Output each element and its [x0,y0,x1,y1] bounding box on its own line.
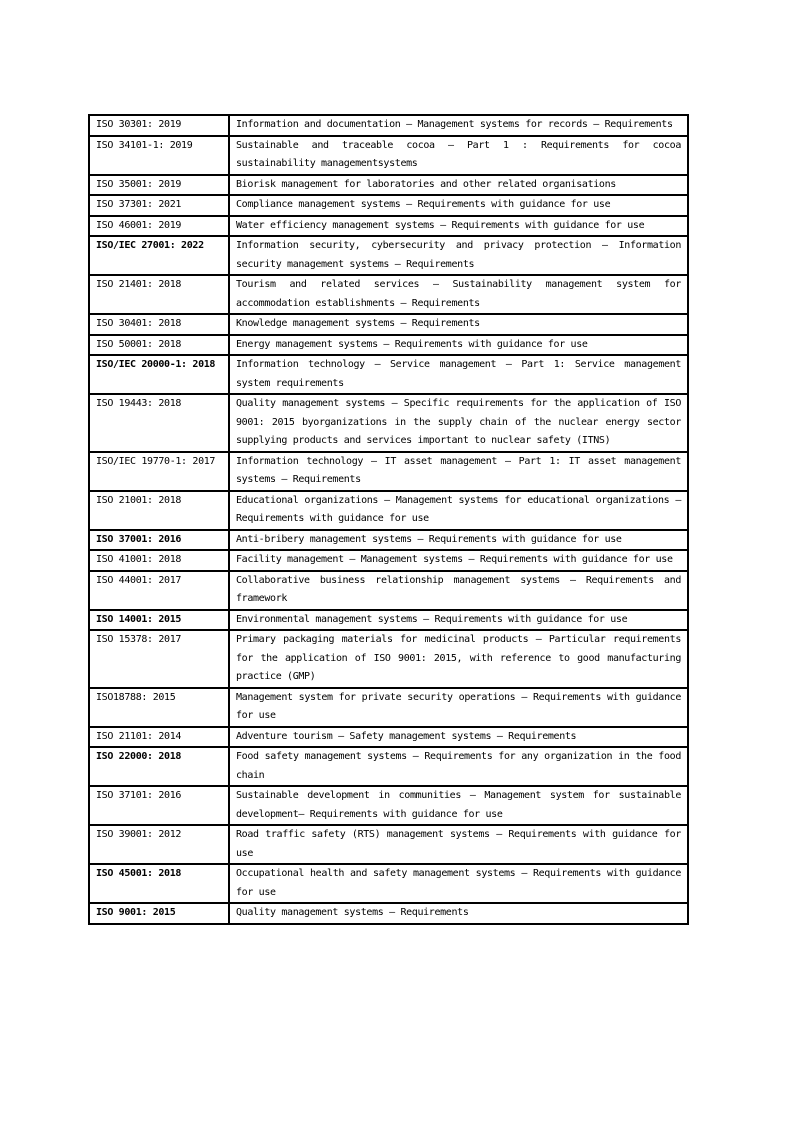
description-cell: Road traffic safety (RTS) management systems — Requirements with guidance for use [229,825,688,864]
table-row [89,195,688,216]
description-cell: Environmental management systems — Requirements with guidance for use [229,610,688,631]
standard-cell: ISO/IEC 19770-1: 2017 [89,452,229,491]
description-cell: Adventure tourism — Safety management systems — Requirements [229,727,688,748]
table-row [89,786,688,825]
description-cell: Quality management systems — Specific requirements for the application of ISO 9001: 2015 byorganizations in the supply chain of the nuclear energy sector supplying products and services important to nuclear safety (ITNS) [229,394,688,452]
standard-cell: ISO 21001: 2018 [89,491,229,530]
description-cell: Occupational health and safety management systems — Requirements with guidance for use [229,864,688,903]
standard-cell: ISO/IEC 27001: 2022 [89,236,229,275]
standard-cell: ISO 37001: 2016 [89,530,229,551]
description-cell: Biorisk management for laboratories and other related organisations [229,175,688,196]
standard-cell: ISO 21101: 2014 [89,727,229,748]
table-row [89,550,688,571]
table-row [89,452,688,491]
standard-cell: ISO 35001: 2019 [89,175,229,196]
description-cell: Water efficiency management systems — Requirements with guidance for use [229,216,688,237]
standard-cell: ISO/IEC 20000-1: 2018 [89,355,229,394]
table-row [89,175,688,196]
description-cell: Management system for private security operations — Requirements with guidance for use [229,688,688,727]
table-row [89,530,688,551]
description-cell: Information and documentation — Management systems for records — Requirements [229,115,688,136]
description-cell: Primary packaging materials for medicinal products — Particular requirements for the application of ISO 9001: 2015, with reference to good manufacturing practice (GMP) [229,630,688,688]
description-cell: Information security, cybersecurity and privacy protection — Information security management systems — Requirements [229,236,688,275]
table-row [89,630,688,688]
description-cell: Energy management systems — Requirements with guidance for use [229,335,688,356]
description-cell: Sustainable development in communities — Management system for sustainable development— Requirements with guidance for use [229,786,688,825]
table-row [89,688,688,727]
standard-cell: ISO 19443: 2018 [89,394,229,452]
table-row [89,314,688,335]
standard-cell: ISO 21401: 2018 [89,275,229,314]
standard-cell: ISO 50001: 2018 [89,335,229,356]
table-row [89,491,688,530]
standard-cell: ISO 45001: 2018 [89,864,229,903]
standard-cell: ISO 30401: 2018 [89,314,229,335]
description-cell: Sustainable and traceable cocoa — Part 1 : Requirements for cocoa sustainability managementsystems [229,136,688,175]
standard-cell: ISO 14001: 2015 [89,610,229,631]
standard-cell: ISO 44001: 2017 [89,571,229,610]
standard-cell: ISO 46001: 2019 [89,216,229,237]
standard-cell: ISO 37101: 2016 [89,786,229,825]
table-row [89,236,688,275]
table-row [89,394,688,452]
table-row [89,355,688,394]
table-row [89,903,688,924]
iso-standards-table-body [89,115,688,924]
description-cell: Information technology — IT asset management — Part 1: IT asset management systems — Requirements [229,452,688,491]
table-row [89,747,688,786]
description-cell: Food safety management systems — Requirements for any organization in the food chain [229,747,688,786]
description-cell: Tourism and related services — Sustainability management system for accommodation establishments — Requirements [229,275,688,314]
table-row [89,136,688,175]
standard-cell: ISO 34101-1: 2019 [89,136,229,175]
standard-cell: ISO 30301: 2019 [89,115,229,136]
standard-cell: ISO 22000: 2018 [89,747,229,786]
standard-cell: ISO18788: 2015 [89,688,229,727]
description-cell: Educational organizations — Management systems for educational organizations — Requirements with guidance for use [229,491,688,530]
table-row [89,610,688,631]
description-cell: Information technology — Service management — Part 1: Service management system requirements [229,355,688,394]
table-row [89,825,688,864]
description-cell: Anti-bribery management systems — Requirements with guidance for use [229,530,688,551]
table-row [89,727,688,748]
table-row [89,115,688,136]
standard-cell: ISO 41001: 2018 [89,550,229,571]
description-cell: Knowledge management systems — Requirements [229,314,688,335]
standard-cell: ISO 9001: 2015 [89,903,229,924]
standard-cell: ISO 39001: 2012 [89,825,229,864]
standard-cell: ISO 37301: 2021 [89,195,229,216]
table-row [89,335,688,356]
description-cell: Facility management — Management systems — Requirements with guidance for use [229,550,688,571]
description-cell: Compliance management systems — Requirements with guidance for use [229,195,688,216]
table-row [89,275,688,314]
table-row [89,216,688,237]
table-row [89,571,688,610]
description-cell: Collaborative business relationship management systems — Requirements and framework [229,571,688,610]
standard-cell: ISO 15378: 2017 [89,630,229,688]
description-cell: Quality management systems — Requirements [229,903,688,924]
iso-standards-table [88,114,689,925]
table-row [89,864,688,903]
